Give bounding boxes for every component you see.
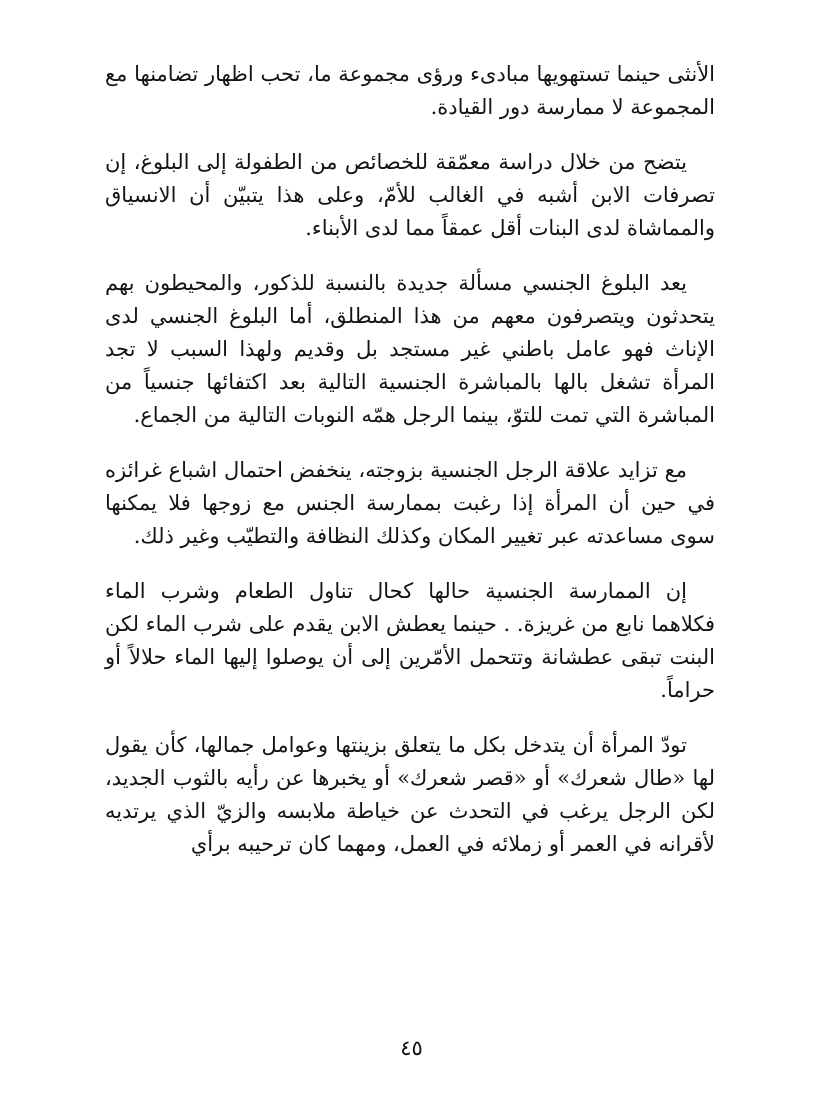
paragraph-continuation: الأنثى حينما تستهويها مبادىء ورؤى مجموعة ما، تحب اظهار تضامنها مع المجموعة لا ممارسة دور القيادة. [105, 62, 715, 119]
body-text [105, 58, 715, 883]
paragraph-appearance: تودّ المرأة أن يتدخل بكل ما يتعلق بزينتها وعوامل جمالها، كأن يقول لها «طال شعرك» أو «قصر شعرك» أو يخبرها عن رأيه بالثوب الجديد، لكن الرجل يرغب في التحدث عن خياطة ملابسه والزيّ الذي يرتديه لأقرانه في العمر أو زملائه في العمل، ومهما كان ترحيبه برأي [105, 733, 715, 856]
paragraph-puberty: يعد البلوغ الجنسي مسألة جديدة بالنسبة للذكور، والمحيطون بهم يتحدثون ويتصرفون معهم من هذا المنطلق، أما البلوغ الجنسي لدى الإناث فهو عامل باطني غير مستجد بل وقديم ولهذا السبب لا تجد المرأة تشغل بالها بالمباشرة الجنسية التالية بعد اكتفائها جنسياً من المباشرة التي تمت للتوّ، بينما الرجل همّه النوبات التالية من الجماع. [105, 271, 715, 427]
paragraph-childhood-traits: يتضح من خلال دراسة معمّقة للخصائص من الطفولة إلى البلوغ، إن تصرفات الابن أشبه في الغالب للأمّ، وعلى هذا يتبيّن أن الانسياق والمماشاة لدى البنات أقل عمقاً مما لدى الأبناء. [105, 150, 715, 240]
paragraph-relationship: مع تزايد علاقة الرجل الجنسية بزوجته، ينخفض احتمال اشباع غرائزه في حين أن المرأة إذا رغبت بممارسة الجنس مع زوجها فلا يمكنها سوى مساعدته عبر تغيير المكان وكذلك النظافة والتطيّب وغير ذلك. [105, 458, 715, 548]
page-number: ٤٥ [400, 1036, 423, 1060]
paragraph-instinct: إن الممارسة الجنسية حالها كحال تناول الطعام وشرب الماء فكلاهما نابع من غريزة. . حينما يعطش الابن يقدم على شرب الماء لكن البنت تبقى عطشانة وتتحمل الأمّرين إلى أن يوصلوا إليها الماء حلالاً أو حراماً. [105, 579, 715, 702]
